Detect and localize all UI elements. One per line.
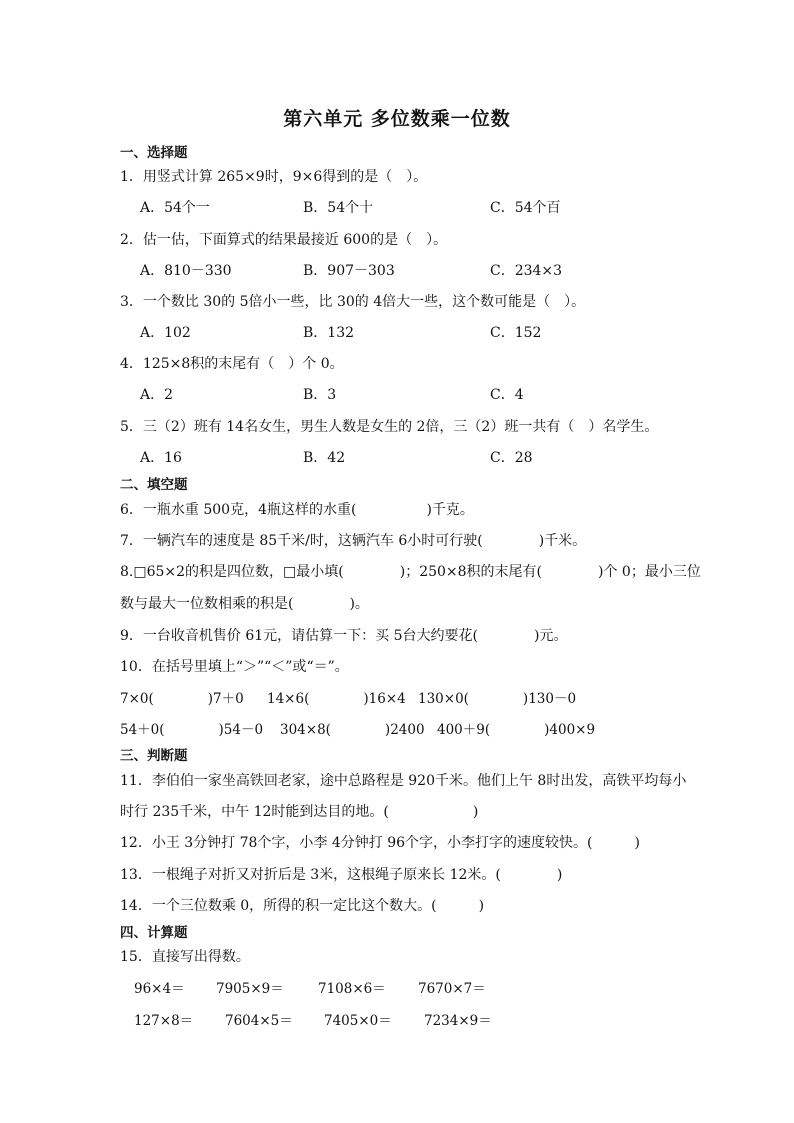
q1-option-a: A．54个一 (140, 200, 210, 216)
calc-item: 7905×9＝ (216, 981, 284, 997)
compare-item: 14×6( )16×4 (267, 691, 406, 707)
section-fill-blank: 二、填空题 (120, 477, 188, 493)
question-1: 1．用竖式计算 265×9时，9×6得到的是（ ）。 (120, 169, 428, 185)
q3-option-a: A．102 (140, 325, 191, 341)
question-13: 13．一根绳子对折又对折后是 3米，这根绳子原来长 12米。( ) (120, 867, 563, 883)
calc-item: 7234×9＝ (424, 1013, 492, 1029)
q1-option-c: C．54个百 (490, 200, 561, 216)
calc-item: 127×8＝ (134, 1013, 194, 1029)
compare-item: 304×8( )2400 (280, 722, 425, 738)
calc-item: 7604×5＝ (225, 1013, 293, 1029)
q3-option-b: B．132 (303, 325, 355, 341)
q2-option-c: C．234×3 (490, 263, 563, 279)
question-8-line-2: 数与最大一位数相乘的积是( )。 (120, 596, 369, 612)
question-11-line-1: 11．李伯伯一家坐高铁回老家，途中总路程是 920千米。他们上午 8时出发，高铁平均每小 (120, 773, 687, 789)
compare-item: 54＋0( )54－0 (120, 722, 264, 738)
q4-option-b: B．3 (303, 387, 337, 403)
question-4: 4．125×8积的末尾有（ ）个 0。 (120, 356, 344, 372)
q3-option-c: C．152 (490, 325, 542, 341)
q5-option-b: B．42 (303, 450, 346, 466)
question-15: 15．直接写出得数。 (120, 949, 250, 965)
question-8-line-1: 8.□65×2的积是四位数，□最小填( )；250×8积的末尾有( )个 0；最小三位 (120, 564, 701, 580)
q2-option-a: A．810－330 (140, 263, 232, 279)
calc-item: 7670×7＝ (418, 981, 486, 997)
question-14: 14．一个三位数乘 0，所得的积一定比这个数大。( ) (120, 898, 485, 914)
question-9: 9．一台收音机售价 61元，请估算一下：买 5台大约要花( )元。 (120, 628, 568, 644)
calc-item: 7108×6＝ (318, 981, 386, 997)
question-3: 3．一个数比 30的 5倍小一些，比 30的 4倍大一些，这个数可能是（ ）。 (120, 294, 586, 310)
q2-option-b: B．907－303 (303, 263, 395, 279)
question-2: 2．估一估，下面算式的结果最接近 600的是（ ）。 (120, 232, 448, 248)
page-title: 第六单元 多位数乘一位数 (283, 108, 511, 130)
q4-option-c: C．4 (490, 387, 524, 403)
section-choice: 一、选择题 (120, 145, 188, 161)
question-6: 6．一瓶水重 500克，4瓶这样的水重( )千克。 (120, 502, 474, 518)
question-7: 7．一辆汽车的速度是 85千米/时，这辆汽车 6小时可行驶( )千米。 (120, 533, 587, 549)
calc-item: 96×4＝ (134, 981, 185, 997)
calc-item: 7405×0＝ (324, 1013, 392, 1029)
question-10: 10．在括号里填上“＞”“＜”或“＝”。 (120, 659, 349, 675)
q4-option-a: A．2 (140, 387, 174, 403)
compare-item: 130×0( )130－0 (418, 691, 577, 707)
question-5: 5．三（2）班有 14名女生，男生人数是女生的 2倍，三（2）班一共有（ ）名学生。 (120, 419, 659, 435)
question-12: 12．小王 3分钟打 78个字，小李 4分钟打 96个字，小李打字的速度较快。( ) (120, 835, 640, 851)
compare-item: 400＋9( )400×9 (437, 722, 596, 738)
compare-item: 7×0( )7＋0 (120, 691, 244, 707)
q5-option-c: C．28 (490, 450, 533, 466)
q5-option-a: A．16 (140, 450, 182, 466)
section-judgement: 三、判断题 (120, 748, 188, 764)
question-11-line-2: 时行 235千米，中午 12时能到达目的地。( ) (120, 804, 479, 820)
section-calculation: 四、计算题 (120, 925, 188, 941)
q1-option-b: B．54个十 (303, 200, 374, 216)
